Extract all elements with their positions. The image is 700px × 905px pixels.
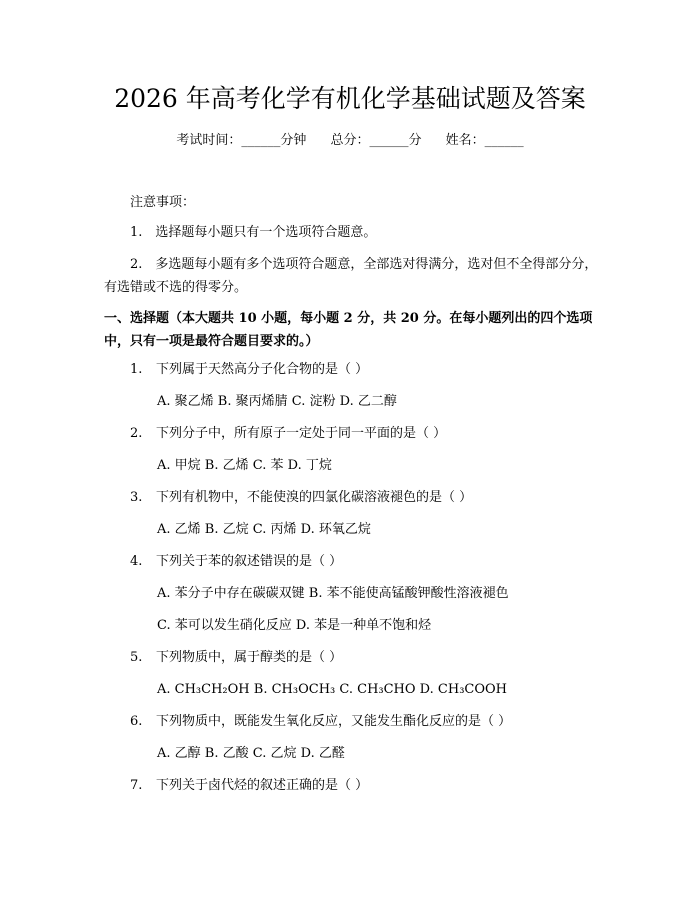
question-1 [130, 360, 368, 380]
question-text: 下列属于天然高分子化合物的是（ ） [156, 362, 369, 377]
note-item: 1. 选择题每小题只有一个选项符合题意。 [130, 225, 377, 240]
question-4 [130, 552, 342, 572]
question-2 [130, 424, 446, 444]
note-item: 2. 多选题每小题有多个选项符合题意，全部选对得满分，选对但不全得部分分，有选错或不选的得零分。 [104, 257, 598, 295]
question-5 [130, 648, 342, 668]
question-options: A. CH₃CH₂OH B. CH₃OCH₃ C. CH₃CHO D. CH₃COOH [157, 682, 508, 697]
question-number: 3. [130, 490, 143, 505]
question-number: 2. [130, 426, 143, 441]
question-options: A. 乙烯 B. 乙烷 C. 丙烯 D. 环氧乙烷 [157, 522, 371, 537]
question-number: 7. [130, 778, 143, 793]
question-text: 下列分子中，所有原子一定处于同一平面的是（ ） [156, 426, 447, 441]
question-7 [130, 776, 368, 796]
exam-info-row [0, 131, 700, 151]
question-3 [130, 488, 472, 508]
total-score-field: 总分：______分 [330, 133, 422, 148]
question-text: 下列关于卤代烃的叙述正确的是（ ） [156, 778, 369, 793]
question-text: 下列关于苯的叙述错误的是（ ） [156, 554, 343, 569]
name-field: 姓名：______ [445, 133, 524, 148]
notes-heading: 注意事项： [130, 195, 196, 210]
question-options: A. 甲烷 B. 乙烯 C. 苯 D. 丁烷 [157, 458, 332, 473]
exam-time-field: 考试时间：______分钟 [176, 133, 307, 148]
question-number: 4. [130, 554, 143, 569]
question-number: 6. [130, 714, 143, 729]
question-options: A. 聚乙烯 B. 聚丙烯腈 C. 淀粉 D. 乙二醇 [157, 394, 397, 409]
question-options: C. 苯可以发生硝化反应 D. 苯是一种单不饱和烃 [157, 618, 432, 633]
section-heading: 一、选择题（本大题共 10 小题，每小题 2 分，共 20 分。在每小题列出的四个选项中，只有一项是最符合题目要求的。） [104, 311, 593, 349]
question-number: 1. [130, 362, 143, 377]
question-options: A. 乙醇 B. 乙酸 C. 乙烷 D. 乙醛 [157, 746, 345, 761]
page-title: 2026 年高考化学有机化学基础试题及答案 [114, 84, 586, 113]
question-text: 下列有机物中，不能使溴的四氯化碳溶液褪色的是（ ） [156, 490, 473, 505]
question-text: 下列物质中，既能发生氧化反应，又能发生酯化反应的是（ ） [156, 714, 512, 729]
question-options: A. 苯分子中存在碳碳双键 B. 苯不能使高锰酸钾酸性溶液褪色 [157, 586, 509, 601]
question-number: 5. [130, 650, 143, 665]
question-text: 下列物质中，属于醇类的是（ ） [156, 650, 343, 665]
question-6 [130, 712, 511, 732]
